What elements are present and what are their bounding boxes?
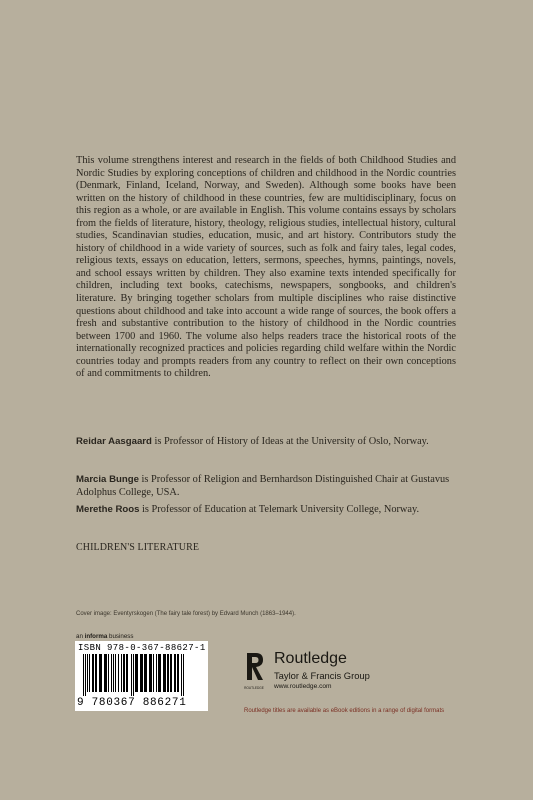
routledge-logo-icon xyxy=(244,650,266,692)
barcode-bars xyxy=(83,654,201,696)
barcode-bar xyxy=(99,654,102,692)
barcode-bar xyxy=(83,654,84,696)
barcode-bar xyxy=(113,654,114,692)
publisher-url: www.routledge.com xyxy=(274,683,332,690)
barcode-bar xyxy=(163,654,166,692)
isbn-label: ISBN 978-0-367-88627-1 xyxy=(78,643,206,653)
barcode-bar xyxy=(177,654,179,692)
logo-wordmark: ROUTLEDGE xyxy=(244,686,264,690)
barcode-bar xyxy=(156,654,157,692)
barcode-bar xyxy=(123,654,125,692)
informa-suffix: business xyxy=(107,633,134,640)
editor-name: Marcia Bunge xyxy=(76,474,139,485)
barcode-bar xyxy=(85,654,86,696)
informa-brand: informa xyxy=(84,633,108,640)
isbn-barcode xyxy=(75,641,208,711)
editor-bio-3 xyxy=(76,504,456,517)
barcode-bar xyxy=(181,654,182,696)
barcode-bar xyxy=(131,654,132,696)
barcode-bar xyxy=(118,654,119,692)
editor-bio-text: is Professor of Religion and Bernhardson Distinguished Chair at Gustavus Adolphus College, USA. xyxy=(76,474,450,498)
informa-prefix: an xyxy=(76,633,85,640)
publisher-group: Taylor & Francis Group xyxy=(274,670,370,681)
barcode-bar xyxy=(167,654,169,692)
barcode-bar xyxy=(121,654,122,692)
barcode-bar xyxy=(104,654,107,692)
barcode-bar xyxy=(158,654,161,692)
informa-business-line xyxy=(76,633,133,640)
editor-bio-1 xyxy=(76,436,456,449)
barcode-bar xyxy=(95,654,97,692)
barcode-bar xyxy=(92,654,94,692)
editor-bio-text: is Professor of History of Ideas at the University of Oslo, Norway. xyxy=(151,436,429,447)
barcode-bar xyxy=(135,654,138,692)
publisher-name: Routledge xyxy=(274,650,347,667)
barcode-bar xyxy=(115,654,116,692)
barcode-bar xyxy=(174,654,176,692)
barcode-bar xyxy=(126,654,128,692)
barcode-bar xyxy=(170,654,172,692)
barcode-bar xyxy=(183,654,184,696)
blurb-text: This volume strengthens interest and research in the fields of both Childhood Studies and Nordic Studies by exploring conceptions of children and childhood in the Nordic countries (Denmark, Finland, Iceland, Norway, and Sweden). Although some books have been written on the history of childhood in these countries, few are multidisciplinary, focus on this region as a whole, or are available in English. This volume contains essays by scholars from the fields of literature, history, theology, religious studies, intellectual history, cultural studies, Scandinavian studies, education, music, and art history. Contributors study the history of childhood in a wide variety of sources, such as folk and fairy tales, legal codes, religious texts, essays on education, letters, sermons, speeches, hymns, paintings, novels, and school essays written by children. They also examine texts intended specifically for children, including text books, catechisms, newspapers, songbooks, and children's literature. By bringing together scholars from multiple disciplines who raise distinctive questions about childhood and take into account a wide range of sources, the book offers a fresh and substantive contribution to the history of childhood in the Nordic countries between 1700 and 1960. The volume also helps readers trace the historical roots of the internationally recognized practices and policies regarding child welfare within the Nordic countries today and prompts readers from any country to reflect on their own conceptions of and commitments to children. xyxy=(76,155,456,380)
barcode-bar xyxy=(87,654,88,692)
editor-name: Reidar Aasgaard xyxy=(76,436,152,447)
editor-bio-2 xyxy=(76,474,456,499)
editor-bio-text: is Professor of Education at Telemark University College, Norway. xyxy=(139,504,420,515)
barcode-bar xyxy=(144,654,147,692)
ebook-availability-note: Routledge titles are available as eBook editions in a range of digital formats xyxy=(244,708,445,714)
barcode-bar xyxy=(89,654,90,692)
barcode-bar xyxy=(133,654,134,696)
barcode-bar xyxy=(149,654,152,692)
cover-image-credit: Cover image: Eventyrskogen (The fairy tale forest) by Edvard Munch (1863–1944). xyxy=(76,611,296,617)
barcode-bar xyxy=(111,654,112,692)
barcode-number: 9 780367 886271 xyxy=(77,697,187,709)
barcode-bar xyxy=(153,654,154,692)
subject-category: CHILDREN'S LITERATURE xyxy=(76,542,200,553)
barcode-bar xyxy=(140,654,143,692)
editor-name: Merethe Roos xyxy=(76,504,140,515)
barcode-bar xyxy=(108,654,109,692)
